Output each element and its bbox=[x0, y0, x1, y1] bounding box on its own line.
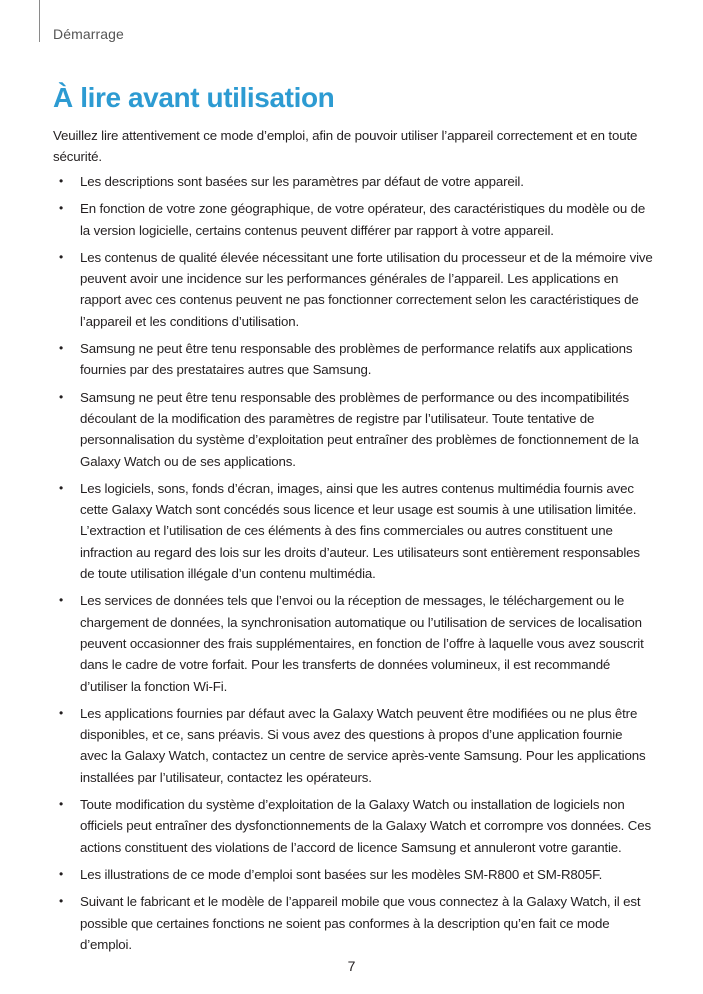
list-item-text: Samsung ne peut être tenu responsable des problèmes de performance relatifs aux applications fournies par des prestataires autres que Samsung. bbox=[80, 341, 633, 378]
list-item-text: Les logiciels, sons, fonds d’écran, images, ainsi que les autres contenus multimédia fournis avec cette Galaxy Watch sont concédés sous licence et leur usage est soumis à une utilisation limitée. L’extraction et l’utilisation de ces éléments à des fins commerciales ou autres constituent une infraction au regard des lois sur les droits d’auteur. Les utilisateurs sont entièrement responsables de toute utilisation illégale d’un contenu multimédia. bbox=[80, 480, 640, 582]
bullet-icon: • bbox=[59, 201, 64, 216]
list-item-text: Toute modification du système d’exploitation de la Galaxy Watch ou installation de logiciels non officiels peut entraîner des dysfonctionnements de la Galaxy Watch et corrompre vos données. Ces actions constituent des violations de l’accord de licence Samsung et annuleront votre garantie. bbox=[80, 797, 651, 855]
list-item bbox=[53, 703, 653, 788]
bullet-icon: • bbox=[59, 705, 64, 720]
list-item bbox=[53, 171, 653, 192]
margin-rule bbox=[39, 0, 40, 42]
list-item-text: En fonction de votre zone géographique, de votre opérateur, des caractéristiques du modèle ou de la version logicielle, certains contenus peuvent différer par rapport à votre appareil. bbox=[80, 201, 646, 238]
list-item-text: Les descriptions sont basées sur les paramètres par défaut de votre appareil. bbox=[80, 174, 524, 189]
bullet-icon: • bbox=[59, 894, 64, 909]
section-label: Démarrage bbox=[53, 26, 124, 42]
list-item bbox=[53, 864, 653, 885]
bullet-icon: • bbox=[59, 797, 64, 812]
list-item bbox=[53, 478, 653, 584]
list-item-text: Les illustrations de ce mode d’emploi sont basées sur les modèles SM-R800 et SM-R805F. bbox=[80, 866, 603, 882]
page-title: À lire avant utilisation bbox=[53, 82, 335, 113]
list-item-text: Suivant le fabricant et le modèle de l’appareil mobile que vous connectez à la Galaxy Watch, il est possible que certaines fonctions ne soient pas conformes à la description qu’en fait ce mode d’emploi. bbox=[80, 894, 641, 952]
list-item-text: Les applications fournies par défaut avec la Galaxy Watch peuvent être modifiées ou ne plus être disponibles, et ce, sans préavis. Si vous avez des questions à propos d’une application fournie avec la Galaxy Watch, contactez un centre de service après-vente Samsung. Pour les applications installées par l’utilisateur, contactez les opérateurs. bbox=[80, 705, 646, 785]
list-item-text: Les contenus de qualité élevée nécessitant une forte utilisation du processeur et de la mémoire vive peuvent avoir une incidence sur les performances générales de l’appareil. Les applications en rapport avec ces contenus peuvent ne pas fonctionner correctement selon les caractéristiques de l’appareil et les conditions d’utilisation. bbox=[80, 249, 653, 329]
list-item-text: Les services de données tels que l’envoi ou la réception de messages, le téléchargement ou le chargement de données, la synchronisation automatique ou l’utilisation de services de localisation peuvent occasionner des frais supplémentaires, en fonction de l’offre à laquelle vous avez souscrit dans le cadre de votre forfait. Pour les transferts de données volumineux, il est recommandé d’utiliser la fonction Wi-Fi. bbox=[80, 593, 644, 694]
bullet-icon: • bbox=[59, 480, 64, 495]
bullet-icon: • bbox=[59, 249, 64, 264]
intro-paragraph: Veuillez lire attentivement ce mode d’emploi, afin de pouvoir utiliser l’appareil correctement et en toute sécurité. bbox=[53, 128, 638, 164]
bullet-icon: • bbox=[59, 866, 64, 881]
bullet-icon: • bbox=[59, 341, 64, 356]
list-item bbox=[53, 387, 653, 472]
list-item bbox=[53, 794, 653, 858]
bullet-list bbox=[53, 171, 653, 961]
page-number: 7 bbox=[347, 958, 356, 974]
list-item bbox=[53, 891, 653, 955]
list-item-text: Samsung ne peut être tenu responsable des problèmes de performance ou des incompatibilités découlant de la modification des paramètres de registre par l’utilisateur. Toute tentative de personnalisation du système d’exploitation peut entraîner des problèmes de fonctionnement de la Galaxy Watch ou de ses applications. bbox=[80, 389, 639, 469]
list-item bbox=[53, 590, 653, 696]
bullet-icon: • bbox=[59, 593, 64, 608]
bullet-icon: • bbox=[59, 174, 64, 188]
list-item bbox=[53, 198, 653, 241]
list-item bbox=[53, 338, 653, 381]
bullet-icon: • bbox=[59, 389, 64, 404]
list-item bbox=[53, 247, 653, 332]
